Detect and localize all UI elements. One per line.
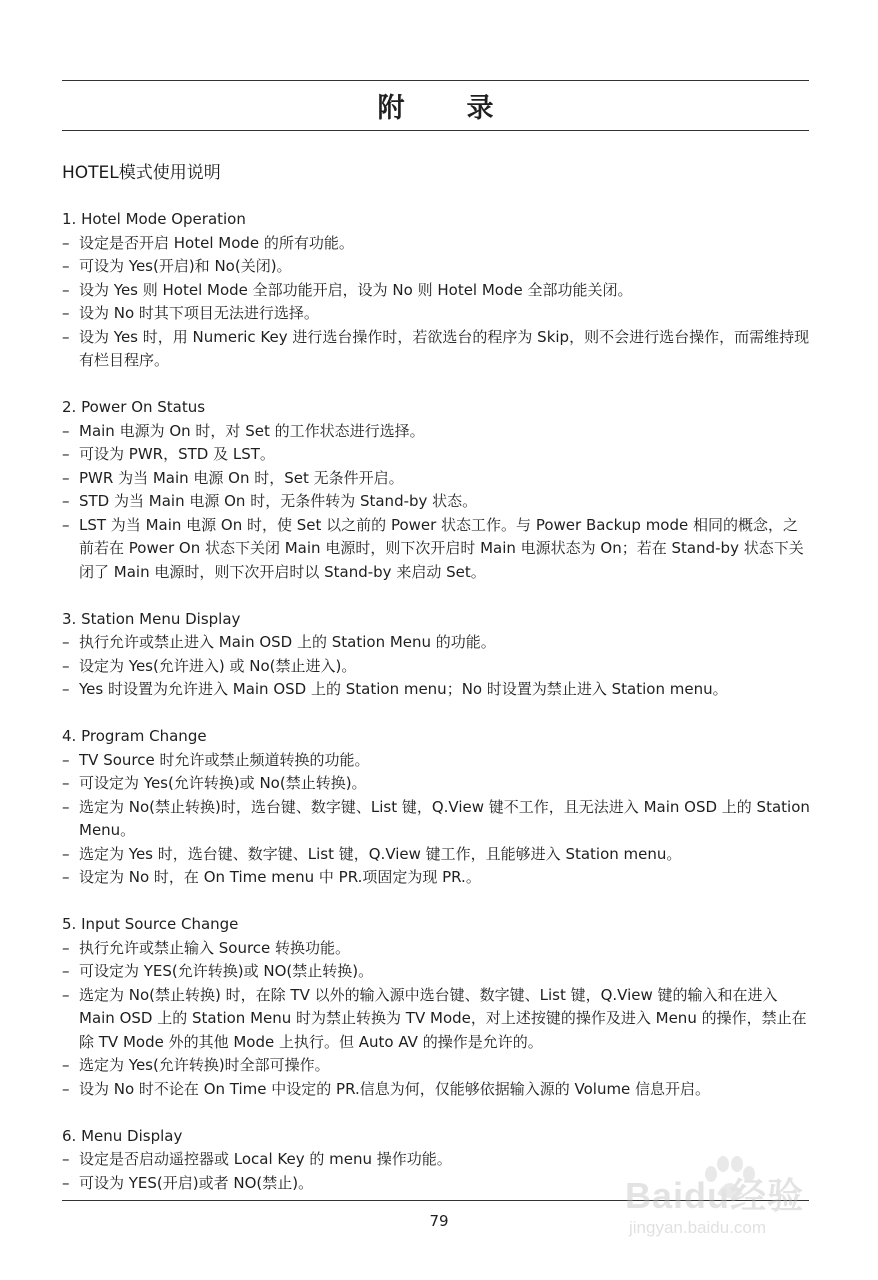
manual-section (62, 913, 812, 1101)
bullet-dash: – (62, 327, 70, 346)
bullet-item (62, 443, 812, 467)
bullet-item (62, 490, 812, 514)
bullet-dash: – (62, 445, 70, 463)
bullet-text: 设定是否启动遥控器或 Local Key 的 menu 操作功能。 (79, 1150, 452, 1168)
bullet-dash: – (62, 468, 70, 487)
bullet-dash: – (62, 680, 70, 698)
bullet-item (62, 772, 812, 796)
manual-content (62, 208, 812, 1219)
bullet-text: 设为 No 时不论在 On Time 中设定的 PR.信息为何，仅能够依据输入源的 Volume 信息开启。 (79, 1079, 711, 1098)
bullet-dash: – (62, 492, 70, 510)
section-title: 2. Power On Status (62, 398, 206, 416)
bullet-dash: – (62, 868, 70, 886)
bullet-text: 选定为 No(禁止转换)时，选台键、数字键、List 键，Q.View 键不工作，且无法进入 Main OSD 上的 Station Menu。 (79, 797, 810, 839)
bullet-text: STD 为当 Main 电源 On 时，无条件转为 Stand-by 状态。 (79, 492, 478, 510)
manual-section (62, 208, 812, 373)
bullet-text: 选定为 Yes 时，选台键、数字键、List 键，Q.View 键工作，且能够进入 Station menu。 (79, 844, 682, 863)
bullet-dash: – (62, 844, 70, 863)
bullet-dash: – (62, 985, 70, 1004)
bullet-item (62, 866, 812, 890)
bullet-text: LST 为当 Main 电源 On 时，使 Set 以之前的 Power 状态工作。与 Power Backup mode 相同的概念，之前若在 Power On 状态下关闭 Main 电源时，则下次开启时 Main 电源状态为 On；若在 Stand-by 状态下关闭了 Main 电源时，则下次开启时以 Stand-by 来启动 Set。 (79, 515, 804, 581)
bullet-dash: – (62, 774, 70, 792)
bullet-dash: – (62, 1173, 70, 1192)
manual-section (62, 396, 812, 584)
header-bottom-rule (62, 130, 809, 131)
bullet-dash: – (62, 280, 70, 299)
manual-section (62, 725, 812, 890)
header-top-rule (62, 80, 809, 81)
bullet-item (62, 655, 812, 679)
section-title: 4. Program Change (62, 727, 207, 745)
bullet-dash: – (62, 1079, 70, 1098)
bullet-text: 设定为 Yes(允许进入) 或 No(禁止进入)。 (79, 656, 357, 675)
bullet-item (62, 796, 812, 843)
bullet-item (62, 984, 812, 1055)
bullet-text: Yes 时设置为允许进入 Main OSD 上的 Station menu；No 时设置为禁止进入 Station menu。 (79, 680, 728, 698)
bullet-text: 可设为 PWR，STD 及 LST。 (79, 445, 275, 463)
section-heading: HOTEL模式使用说明 (62, 163, 221, 183)
bullet-dash: – (62, 633, 70, 651)
watermark-brand: Baidu经验 (625, 1175, 805, 1216)
bullet-text: 设定为 No 时，在 On Time menu 中 PR.项固定为现 PR.。 (79, 868, 481, 886)
bullet-dash: – (62, 1150, 70, 1168)
bullet-item (62, 749, 812, 773)
bullet-text: TV Source 时允许或禁止频道转换的功能。 (79, 750, 370, 769)
bullet-item (62, 678, 812, 702)
section-title: 1. Hotel Mode Operation (62, 210, 246, 228)
page-number: 79 (429, 1212, 449, 1230)
bullet-text: 可设定为 YES(允许转换)或 NO(禁止转换)。 (79, 962, 374, 980)
bullet-text: 设定是否开启 Hotel Mode 的所有功能。 (79, 233, 354, 252)
bullet-item (62, 843, 812, 867)
bullet-item (62, 1078, 812, 1102)
bullet-text: 可设为 Yes(开启)和 No(关闭)。 (79, 257, 292, 275)
bullet-item (62, 1054, 812, 1078)
baidu-watermark (625, 1150, 835, 1250)
bullet-item (62, 514, 812, 585)
bullet-text: 设为 Yes 时，用 Numeric Key 进行选台操作时，若欲选台的程序为 Skip，则不会进行选台操作，而需维持现有栏目程序。 (79, 327, 810, 369)
section-title: 6. Menu Display (62, 1126, 183, 1145)
bullet-dash: – (62, 938, 70, 957)
bullet-dash: – (62, 962, 70, 980)
bullet-text: PWR 为当 Main 电源 On 时，Set 无条件开启。 (79, 468, 404, 487)
bullet-text: 设为 Yes 则 Hotel Mode 全部功能开启，设为 No 则 Hotel Mode 全部功能关闭。 (79, 280, 633, 299)
bullet-item (62, 326, 812, 373)
bullet-item (62, 255, 812, 279)
bullet-dash: – (62, 656, 70, 675)
bullet-item (62, 467, 812, 491)
bullet-text: 执行允许或禁止进入 Main OSD 上的 Station Menu 的功能。 (79, 633, 496, 651)
page-title: 附录 (377, 93, 556, 124)
bullet-text: 选定为 Yes(允许转换)时全部可操作。 (79, 1056, 330, 1074)
bullet-item (62, 279, 812, 303)
bullet-text: Main 电源为 On 时，对 Set 的工作状态进行选择。 (79, 421, 425, 440)
manual-section (62, 608, 812, 702)
watermark-url: jingyan.baidu.com (629, 1218, 767, 1237)
bullet-text: 设为 No 时其下项目无法进行选择。 (79, 304, 319, 322)
bullet-item (62, 631, 812, 655)
bullet-dash: – (62, 233, 70, 252)
bullet-item (62, 960, 812, 984)
bullet-dash: – (62, 797, 70, 816)
bullet-text: 选定为 No(禁止转换) 时，在除 TV 以外的输入源中选台键、数字键、List 键，Q.View 键的输入和在进入 Main OSD 上的 Station Menu 时为禁止转换为 TV Mode，对上述按键的操作及进入 Menu 的操作，禁止在除 TV Mode 外的其他 Mode 上执行。但 Auto AV 的操作是允许的。 (79, 985, 807, 1051)
bullet-text: 可设为 YES(开启)或者 NO(禁止)。 (79, 1173, 314, 1192)
section-title: 3. Station Menu Display (62, 609, 241, 628)
bullet-text: 可设定为 Yes(允许转换)或 No(禁止转换)。 (79, 774, 367, 792)
bullet-item (62, 232, 812, 256)
section-title: 5. Input Source Change (62, 915, 239, 933)
bullet-dash: – (62, 515, 70, 534)
bullet-dash: – (62, 257, 70, 275)
bullet-dash: – (62, 1056, 70, 1074)
bullet-item (62, 420, 812, 444)
bullet-dash: – (62, 304, 70, 322)
bullet-item (62, 937, 812, 961)
bullet-dash: – (62, 750, 70, 769)
bullet-item (62, 302, 812, 326)
bullet-dash: – (62, 421, 70, 440)
bullet-text: 执行允许或禁止输入 Source 转换功能。 (79, 938, 351, 957)
